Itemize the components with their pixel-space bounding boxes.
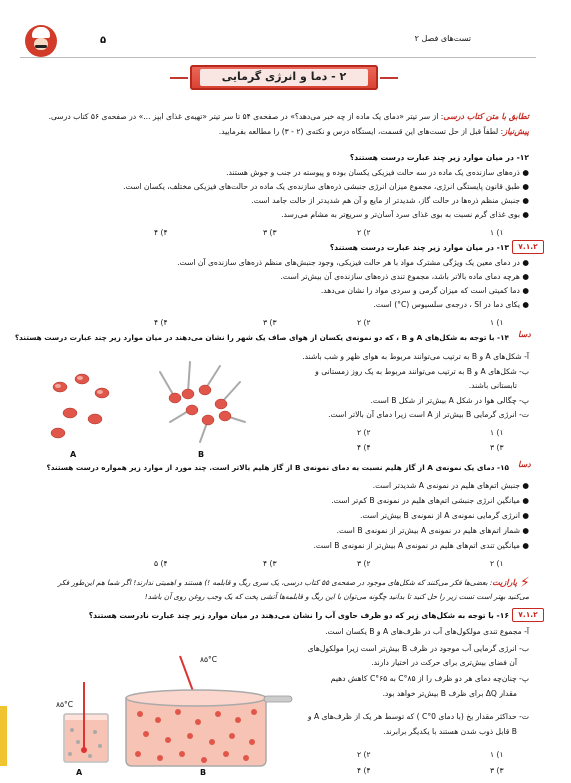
banner-line-left [170,77,188,79]
q12-item: ● بوی غذای گرم نسبت به بوی غذای سرد آسان‌تر و سریع‌تر به مشام می‌رسد. [281,210,529,219]
matching-line [48,112,529,122]
temp-a-label: ۸۵°C [56,700,74,709]
q14-stem: ۱۴- با توجه به شکل‌های A و B ، که دو نمونه‌ی یکسان از هوای صاف یک شهر را نشان می‌دهند در میان موارد زیر چند عبارت درست هستند؟ [14,333,509,342]
banner-line-right [380,77,398,79]
q16-item: ت- حداکثر مقدار یخ (با دمای 0°C ) که توسط هر یک از ظرف‌های A و [307,712,529,721]
q13-option-4[interactable]: ۴ (۴ [154,318,168,327]
chapter-title: تست‌های فصل ۲ [414,34,471,43]
q13-option-2[interactable]: ۲ (۲ [357,318,371,327]
q14-option-4[interactable]: ۴ (۴ [357,443,371,452]
q15-option-4[interactable]: ۵ (۴ [154,559,168,568]
q14-item: پ- چگالی هوا در شکل A بیش‌تر از شکل B است. [370,396,529,405]
q15-option-3[interactable]: ۴ (۳ [263,559,277,568]
section-title: ۲ - دما و انرژی گرمایی [221,70,347,83]
beaker-a-label: A [76,768,83,777]
q13-option-3[interactable]: ۳ (۳ [263,318,277,327]
figure-a-label: A [70,450,77,459]
beaker-a-figure [50,680,120,770]
q14-badge: دسا [518,330,531,339]
page-number: ۵ [100,35,107,46]
q13-item: ● یکای دما در SI ، درجه‌ی سلسیوس (C°) است. [373,300,529,309]
q16-item: ب- انرژی گرمایی آب موجود در ظرف B بیش‌تر است زیرا مولکول‌های [307,644,529,653]
matching-text: : از سر تیتر «دمای یک ماده از چه خبر می‌دهد؟» در صفحه‌ی ۵۴ تا سر تیتر «تهیه‌ی غذای ابپز ...» در صفحه‌ی ۵۶ کتاب درسی. [48,112,444,121]
q15-stem: ۱۵- دمای یک نمونه‌ی A از گاز هلیم نسبت به دمای نمونه‌ی B از گاز هلیم بالاتر است. چند مورد از موارد زیر همواره درست هستند؟ [46,463,509,472]
side-note-text2: می‌کنید بهتر است تست زیر را حل کنید تا بدانید چگونه می‌توان با این ریگ و قابلمه‌ها آتشی پخت که یک وجب روغن روی آن باشد! [144,592,529,601]
q12-option-3[interactable]: ۳ (۳ [263,228,277,237]
side-note-text1: : بعضی‌ها فکر می‌کنند که شکل‌های موجود در صفحه‌ی ۵۵ کتاب درسی، یک سری ریگ و قابلمه !) هستند و اهمیتی ندارند! اگر شما هم این‌طور فکر [57,578,493,587]
q15-item: ● میانگین انرژی جنبشی اتم‌های هلیم در نمونه‌ی B کم‌تر است. [331,496,529,505]
q15-option-1[interactable]: ۲ (۱ [490,559,504,568]
q14-option-2[interactable]: ۲ (۲ [357,428,371,437]
q13-option-1[interactable]: ۱ (۱ [490,318,504,327]
q16-item: مقدار ΔQ برای ظرف B بیش‌تر خواهد بود. [382,689,517,698]
q12-stem: ۱۲- در میان موارد زیر چند عبارت درست هستند؟ [349,153,529,162]
q12-item: ● جنبش منظم ذره‌ها در حالت گاز، شدیدتر از مایع و آن هم شدیدتر از حالت جامد است. [251,196,529,205]
pot-b-label: B [200,768,207,777]
prerequisite-text: : لطفاً قبل از حل تست‌های این قسمت، ایستگاه درس و نکته‌ی (۲ - ۳) را مطالعه بفرمایید. [218,127,504,136]
q15-item: ● انرژی گرمایی نمونه‌ی A از نمونه‌ی B بیش‌تر است. [359,511,529,520]
side-note-line1 [17,578,517,588]
prerequisite-line [59,127,529,137]
q13-item: ● هرچه دمای ماده بالاتر باشد، مجموع تندی ذره‌های سازنده‌ی آن بیش‌تر است. [280,272,529,281]
side-note-tag: پارازیت [492,578,517,587]
q15-item: ● جنبش اتم‌های هلیم در نمونه‌ی A شدیدتر است. [372,481,529,490]
temp-b-label: ۸۵°C [200,655,218,664]
q14-option-1[interactable]: ۱ (۱ [490,428,504,437]
page-edge-strip [0,706,7,766]
q16-item: B قابل ذوب شدن هستند با یکدیگر برابرند. [383,727,517,736]
q16-item: آن فضای بیش‌تری برای حرکت در اختیار دارند. [371,658,517,667]
q12-option-1[interactable]: ۱ (۱ [490,228,504,237]
q16-option-1[interactable]: ۱ (۱ [490,750,504,759]
q14-option-3[interactable]: ۳ (۳ [490,443,504,452]
q13-item: ● دما کمیتی است که میزان گرمی و سردی مواد را نشان می‌دهد. [320,286,529,295]
q16-option-4[interactable]: ۴ (۴ [357,766,371,775]
q16-badge: ۷.۱.۲ [512,608,544,622]
q13-badge: ۷.۱.۲ [512,240,544,254]
q15-badge: دسا [518,460,531,469]
q13-item: ● در دمای معین یک ویژگی مشترک مواد با هر حالت فیزیکی، وجود جنبش‌های منظم ذره‌های سازنده‌ی آن است. [177,258,529,267]
q16-item: پ- چنان‌چه دمای هر دو ظرف را از ۸۵°C به ۶۵°C کاهش دهیم [330,674,529,683]
q12-item: ● طبق قانون پایستگی انرژی، مجموع میزان انرژی جنبشی ذره‌های سازنده‌ی یک ماده در حالت‌های فیزیکی مختلف، یکسان است. [123,182,529,191]
q16-option-2[interactable]: ۲ (۲ [357,750,371,759]
prerequisite-tag: پیش‌نیاز [503,127,529,136]
q15-item: ● میانگین تندی اتم‌های هلیم در نمونه‌ی A بیش‌تر از نمونه‌ی B است. [313,541,529,550]
chef-logo-icon [25,25,57,57]
figure-b-label: B [198,450,205,459]
q13-stem: ۱۳- در میان موارد زیر چند عبارت درست هستند؟ [329,243,509,252]
q15-option-2[interactable]: ۳ (۲ [357,559,371,568]
matching-tag: تطابق با متن کتاب درسی [443,112,529,121]
q14-item: ت- انرژی گرمایی B بیش‌تر از A است زیرا دمای آن بالاتر است. [328,410,529,419]
q12-item: ● ذره‌های سازنده‌ی یک ماده در سه حالت فیزیکی یکسان بوده و پیوسته در جنب و جوش هستند. [226,168,529,177]
q14-item: ب- شکل‌های A و B به ترتیب می‌توانند مربوط به یک روز زمستانی و [315,367,529,376]
pot-b-figure [118,650,293,770]
figure-a-particles [40,357,120,447]
q16-stem: ۱۶- با توجه به شکل‌های زیر که دو ظرف حاوی آب را نشان می‌دهند در میان موارد زیر چند عبارت نادرست هستند؟ [88,611,509,620]
q14-item: تابستانی باشند. [468,381,517,390]
q16-item: آ- مجموع تندی مولکول‌های آب در ظرف‌های A و B یکسان است. [325,627,529,636]
q15-item: ● شمار اتم‌های هلیم در نمونه‌ی A بیش‌تر از نمونه‌ی B است. [336,526,529,535]
q16-option-3[interactable]: ۳ (۳ [490,766,504,775]
q12-option-2[interactable]: ۲ (۲ [357,228,371,237]
header-divider [20,57,536,58]
q12-option-4[interactable]: ۴ (۴ [154,228,168,237]
q14-item: آ- شکل‌های A و B به ترتیب می‌توانند مربوط به هوای ظهر و شب باشند. [302,352,529,361]
figure-b-particles [150,352,260,452]
lightning-icon: ⚡ [520,575,530,591]
